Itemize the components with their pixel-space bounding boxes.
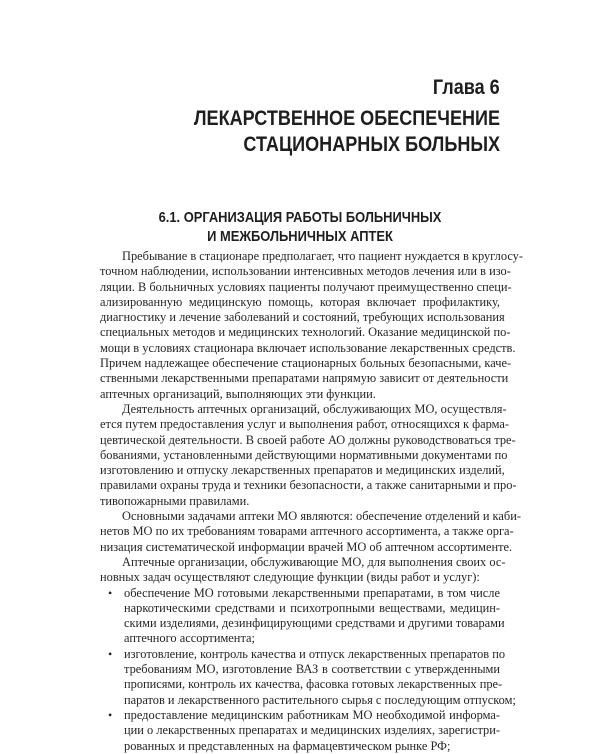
text-line: ализированную медицинскую помощь, которая включает профилактику, <box>100 294 500 309</box>
list-item <box>100 585 505 647</box>
text-line: ственными лекарственными препаратами напрямую зависит от деятельности <box>100 371 509 386</box>
section-heading-line: 6.1. ОРГАНИЗАЦИЯ РАБОТЫ БОЛЬНИЧНЫХ <box>158 209 442 226</box>
section-heading <box>100 208 500 246</box>
text-line: правилами охраны труда и техники безопасности, а также санитарными и про- <box>100 478 517 493</box>
text-line: прописями, контроль их качества, фасовка готовых лекарственных пре- <box>124 677 503 692</box>
body-text <box>100 249 523 754</box>
text-line: Аптечные организации, обслуживающие МО, для выполнения своих ос- <box>122 554 506 569</box>
text-line: Причем надлежащее обеспечение стационарных больных безопасными, каче- <box>100 356 512 371</box>
text-line: аптечного ассортимента; <box>124 631 255 646</box>
text-line: требованиям МО, изготовление ВАЗ в соответствии с утвержденными <box>124 662 500 677</box>
text-line: предоставление медицинским работникам МО необходимой информа- <box>124 707 500 722</box>
chapter-title-line: СТАЦИОНАРНЫХ БОЛЬНЫХ <box>243 133 500 156</box>
text-line: изготовление, контроль качества и отпуск лекарственных препаратов по <box>124 646 506 661</box>
text-line: наркотическими средствами и психотропными веществами, медицин- <box>124 600 500 615</box>
bullet-marker: • <box>108 585 113 600</box>
text-line: специальных методов и медицинских технологий. Оказание медицинской по- <box>100 325 511 340</box>
text-line: обеспечение МО готовыми лекарственными препаратами, в том числе <box>124 585 500 600</box>
text-line: Деятельность аптечных организаций, обслуживающих МО, осуществля- <box>122 401 507 416</box>
list-item <box>100 646 516 708</box>
text-line: скими изделиями, дезинфицирующими средствами и другими товарами <box>124 616 505 631</box>
text-line: Основными задачами аптеки МО являются: обеспечение отделений и каби- <box>122 509 521 524</box>
bullet-marker: • <box>108 646 113 661</box>
list-item <box>100 708 500 754</box>
chapter-title-line: ЛЕКАРСТВЕННОЕ ОБЕСПЕЧЕНИЕ <box>193 107 500 130</box>
text-line: аптечных организаций, выполняющих эти функции. <box>100 386 376 401</box>
paragraph <box>100 249 523 402</box>
bullet-marker: • <box>108 707 113 722</box>
text-line: ется путем предоставления услуг и выполнения работ, относящихся к фарма- <box>100 417 510 432</box>
text-line: рованных и представленных на фармацевтическом рынке РФ; <box>124 738 451 753</box>
chapter-label: Глава 6 <box>433 76 500 99</box>
paragraph <box>100 509 521 555</box>
text-line: точном наблюдении, использовании интенсивных методов лечения или в изо- <box>100 264 511 279</box>
paragraph <box>100 401 517 509</box>
text-line: паратов и лекарственного растительного сырья с последующим отпуском; <box>124 692 516 707</box>
paragraph <box>100 554 506 586</box>
text-line: новных задач осуществляют следующие функции (виды работ и услуг): <box>100 570 480 585</box>
text-line: изготовлению и отпуску лекарственных препаратов и медицинских изделий, <box>100 463 505 478</box>
text-line: мощи в условиях стационара включает использование лекарственных средств. <box>100 340 516 355</box>
text-line: бованиями, установленными действующими нормативными документами по <box>100 447 508 462</box>
text-line: ляции. В больничных условиях пациенты получают преимущественно специ- <box>100 279 512 294</box>
text-line: Пребывание в стационаре предполагает, что пациент нуждается в круглосу- <box>122 249 523 263</box>
section-heading-line: И МЕЖБОЛЬНИЧНЫХ АПТЕК <box>207 228 393 245</box>
text-line: диагностику и лечение заболеваний и состояний, требующих использования <box>100 310 505 325</box>
text-line: тивопожарными правилами. <box>100 493 250 508</box>
chapter-title <box>194 106 500 158</box>
text-line: низация систематической информации врачей МО об аптечном ассортименте. <box>100 539 513 554</box>
bullet-list <box>100 585 516 754</box>
text-line: цевтической деятельности. В своей работе АО должны руководствоваться тре- <box>100 432 516 447</box>
text-line: ции о лекарственных препаратах и медицинских изделиях, зарегистри- <box>124 723 500 738</box>
text-line: нетов МО по их требованиям товарами аптечного ассортимента, а также орга- <box>100 524 514 539</box>
